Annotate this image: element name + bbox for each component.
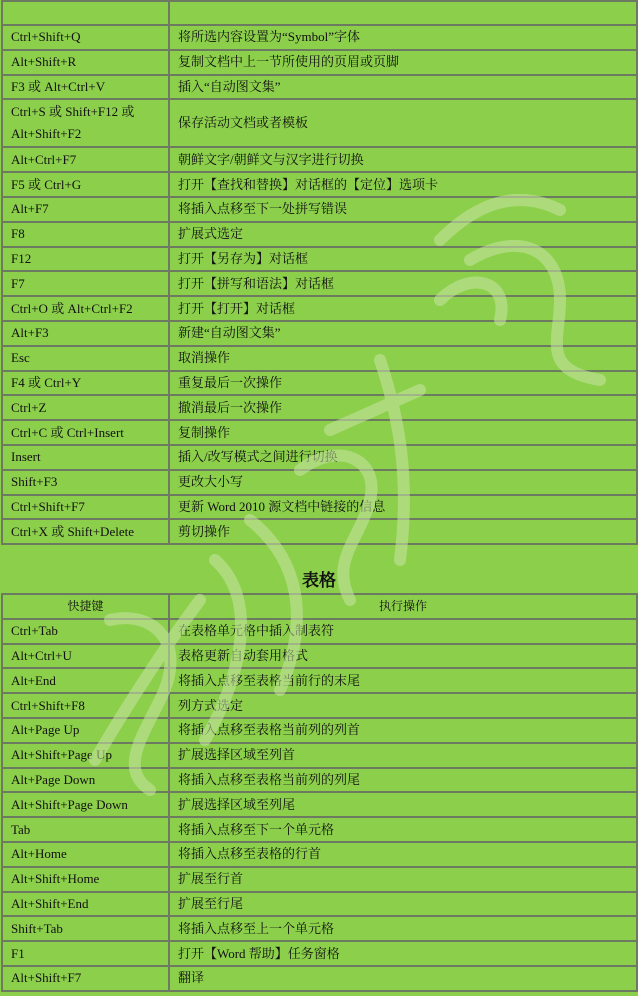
column-header-key: 快捷键: [2, 594, 169, 619]
shortcut-action: 打开【另存为】对话框: [169, 247, 637, 272]
table-row: [2, 445, 637, 470]
blank-cell: [169, 1, 637, 25]
table-row: [2, 75, 637, 100]
table-row: [2, 470, 637, 495]
shortcut-action: 扩展式选定: [169, 222, 637, 247]
table-row: [2, 743, 637, 768]
shortcut-action: 将插入点移至表格当前列的列尾: [169, 768, 637, 793]
shortcut-key: Alt+F3: [2, 321, 169, 346]
table-row: [2, 172, 637, 197]
shortcut-key: Alt+Home: [2, 842, 169, 867]
shortcut-table-general: [1, 0, 638, 545]
shortcut-action: 复制操作: [169, 420, 637, 445]
shortcut-action: 表格更新自动套用格式: [169, 644, 637, 669]
shortcut-key: Ctrl+C 或 Ctrl+Insert: [2, 420, 169, 445]
shortcut-action: 插入“自动图文集”: [169, 75, 637, 100]
table-row: [2, 619, 637, 644]
shortcut-key: Alt+Shift+F7: [2, 966, 169, 991]
table-row: [2, 495, 637, 520]
table-row: [2, 99, 637, 147]
table-row: [2, 147, 637, 172]
shortcut-action: 在表格单元格中插入制表符: [169, 619, 637, 644]
shortcut-action: 将插入点移至下一处拼写错误: [169, 197, 637, 222]
shortcut-action: 打开【Word 帮助】任务窗格: [169, 941, 637, 966]
table-row: [2, 50, 637, 75]
table-row: [2, 718, 637, 743]
shortcut-key: F3 或 Alt+Ctrl+V: [2, 75, 169, 100]
shortcut-key: Alt+Page Up: [2, 718, 169, 743]
table-row: [2, 222, 637, 247]
table-row: [2, 867, 637, 892]
shortcut-action: 复制文档中上一节所使用的页眉或页脚: [169, 50, 637, 75]
shortcut-action: 更改大小写: [169, 470, 637, 495]
shortcut-key: F1: [2, 941, 169, 966]
table-row: [2, 941, 637, 966]
column-header-action: 执行操作: [169, 594, 637, 619]
table-row: [2, 966, 637, 991]
table-row: [2, 271, 637, 296]
shortcut-action: 将插入点移至下一个单元格: [169, 817, 637, 842]
shortcut-key: Ctrl+S 或 Shift+F12 或 Alt+Shift+F2: [2, 99, 169, 147]
shortcut-key: Ctrl+O 或 Alt+Ctrl+F2: [2, 296, 169, 321]
shortcut-action: 将所选内容设置为“Symbol”字体: [169, 25, 637, 50]
table-row: [2, 792, 637, 817]
shortcut-key: F5 或 Ctrl+G: [2, 172, 169, 197]
table-row: [2, 668, 637, 693]
shortcut-key: Alt+Shift+Page Up: [2, 743, 169, 768]
shortcut-action: 朝鲜文字/朝鲜文与汉字进行切换: [169, 147, 637, 172]
table-row: [2, 693, 637, 718]
table-row: [2, 395, 637, 420]
table-header-row: [2, 594, 637, 619]
table-row: [2, 25, 637, 50]
shortcut-action: 保存活动文档或者模板: [169, 99, 637, 147]
shortcut-action: 新建“自动图文集”: [169, 321, 637, 346]
shortcut-action: 扩展选择区域至列尾: [169, 792, 637, 817]
shortcut-action: 撤消最后一次操作: [169, 395, 637, 420]
table-row: [2, 420, 637, 445]
shortcut-action: 更新 Word 2010 源文档中链接的信息: [169, 495, 637, 520]
shortcut-action: 翻译: [169, 966, 637, 991]
shortcut-action: 重复最后一次操作: [169, 371, 637, 396]
shortcut-key: F8: [2, 222, 169, 247]
table-row: [2, 519, 637, 544]
shortcut-table-tables: [1, 593, 638, 992]
shortcut-key: Ctrl+X 或 Shift+Delete: [2, 519, 169, 544]
shortcut-key: Alt+Ctrl+U: [2, 644, 169, 669]
table-row: [2, 916, 637, 941]
table-row: [2, 842, 637, 867]
shortcut-key: Shift+Tab: [2, 916, 169, 941]
shortcut-key: F7: [2, 271, 169, 296]
shortcut-key: Ctrl+Shift+Q: [2, 25, 169, 50]
shortcut-action: 打开【打开】对话框: [169, 296, 637, 321]
shortcut-action: 取消操作: [169, 346, 637, 371]
shortcut-key: Alt+Ctrl+F7: [2, 147, 169, 172]
shortcut-key: Alt+F7: [2, 197, 169, 222]
table-row: [2, 296, 637, 321]
shortcut-key: Ctrl+Tab: [2, 619, 169, 644]
shortcut-action: 将插入点移至上一个单元格: [169, 916, 637, 941]
table-row: [2, 768, 637, 793]
shortcut-action: 打开【拼写和语法】对话框: [169, 271, 637, 296]
shortcut-key: F12: [2, 247, 169, 272]
shortcut-key: Tab: [2, 817, 169, 842]
shortcut-key: Alt+Shift+Home: [2, 867, 169, 892]
table-row: [2, 346, 637, 371]
shortcut-action: 将插入点移至表格当前行的末尾: [169, 668, 637, 693]
table-row: [2, 371, 637, 396]
section-title: 表格: [302, 571, 336, 591]
shortcut-action: 列方式选定: [169, 693, 637, 718]
shortcut-key: Alt+End: [2, 668, 169, 693]
shortcut-key: F4 或 Ctrl+Y: [2, 371, 169, 396]
shortcut-key: Alt+Page Down: [2, 768, 169, 793]
shortcut-action: 打开【查找和替换】对话框的【定位】选项卡: [169, 172, 637, 197]
table-row: [2, 644, 637, 669]
shortcut-key: Alt+Shift+R: [2, 50, 169, 75]
shortcut-key: Alt+Shift+Page Down: [2, 792, 169, 817]
shortcut-key: Ctrl+Shift+F7: [2, 495, 169, 520]
shortcut-action: 扩展至行首: [169, 867, 637, 892]
shortcut-key: Insert: [2, 445, 169, 470]
shortcut-key: Ctrl+Z: [2, 395, 169, 420]
shortcut-action: 扩展至行尾: [169, 892, 637, 917]
table-row: [2, 321, 637, 346]
table-row: [2, 247, 637, 272]
table-row: [2, 817, 637, 842]
shortcut-action: 插入/改写模式之间进行切换: [169, 445, 637, 470]
shortcut-action: 将插入点移至表格的行首: [169, 842, 637, 867]
shortcut-key: Esc: [2, 346, 169, 371]
table-row: [2, 197, 637, 222]
shortcut-action: 将插入点移至表格当前列的列首: [169, 718, 637, 743]
shortcut-key: Shift+F3: [2, 470, 169, 495]
table-row: [2, 1, 637, 25]
table-row: [2, 892, 637, 917]
shortcut-key: Ctrl+Shift+F8: [2, 693, 169, 718]
shortcut-action: 扩展选择区域至列首: [169, 743, 637, 768]
shortcut-key: Alt+Shift+End: [2, 892, 169, 917]
blank-cell: [2, 1, 169, 25]
shortcut-action: 剪切操作: [169, 519, 637, 544]
